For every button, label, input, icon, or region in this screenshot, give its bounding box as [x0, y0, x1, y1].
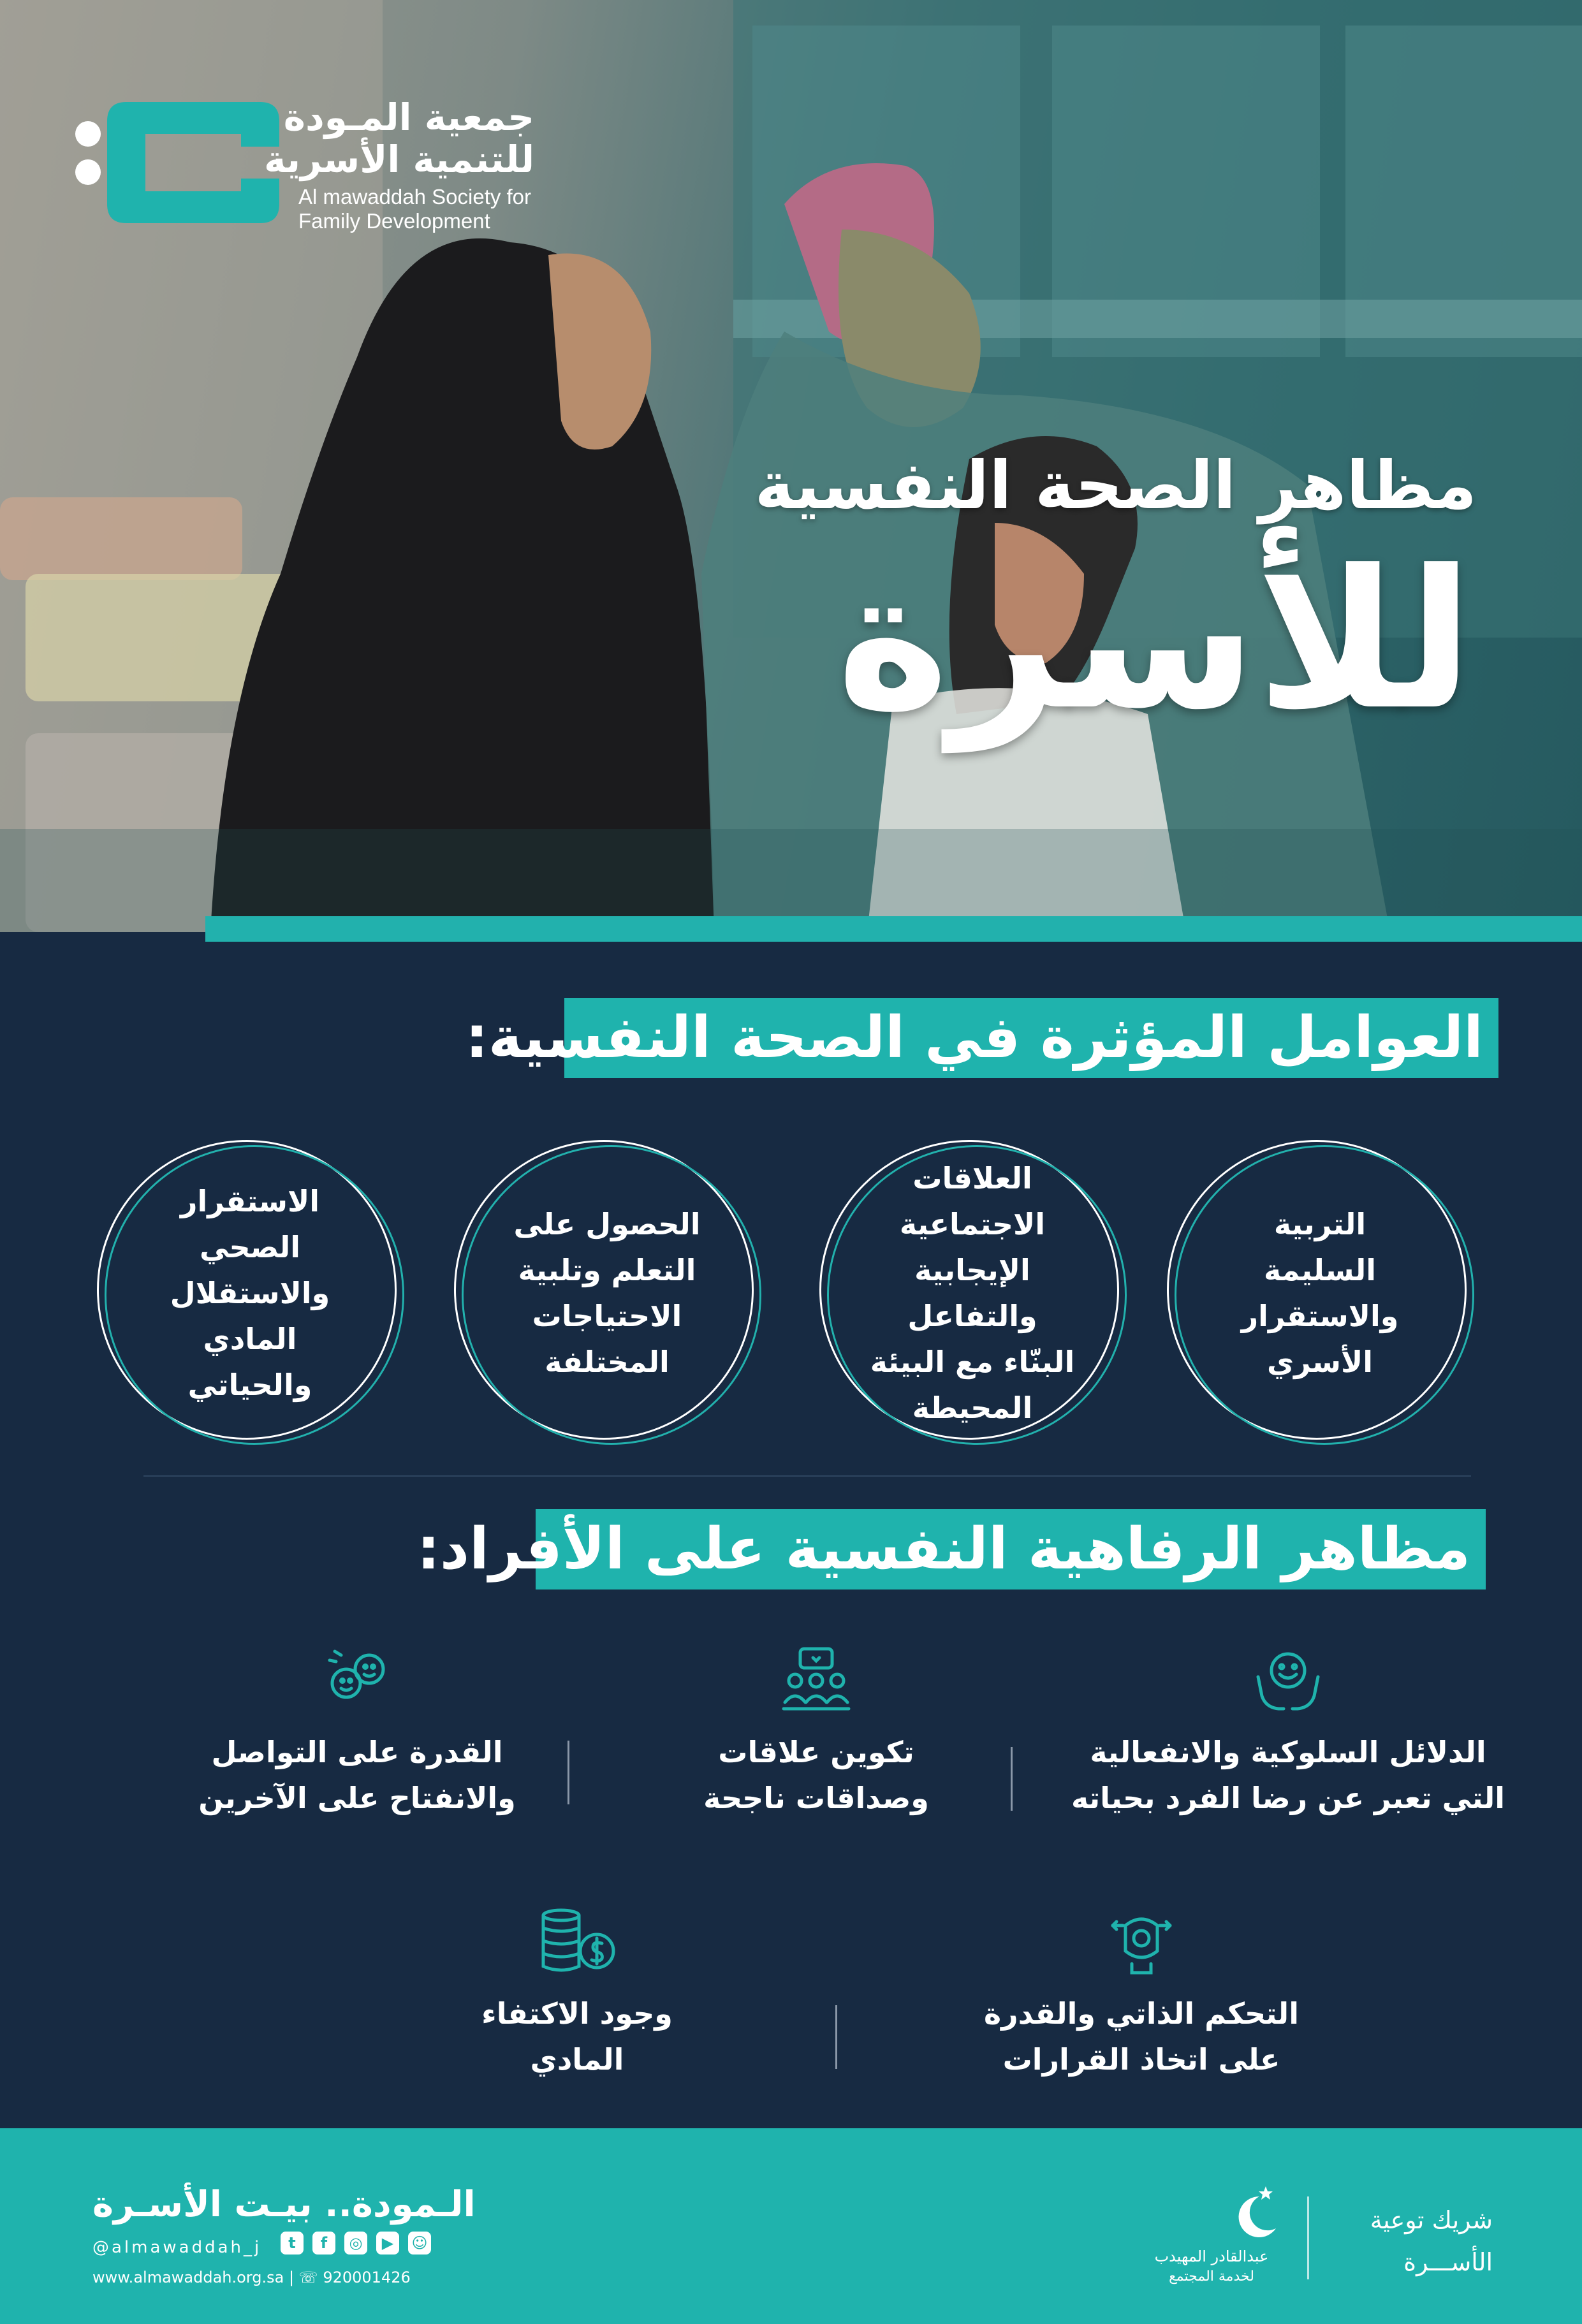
happy-hands-icon — [1253, 1645, 1323, 1715]
wellbeing-label: القدرة على التواصل والانفتاح على الآخرين — [198, 1735, 516, 1815]
footer-bar — [0, 2128, 1582, 2324]
wellbeing-label: وجود الاكتفاء المادي — [481, 1996, 673, 2077]
twitter-icon[interactable]: t — [281, 2232, 304, 2255]
social-handle[interactable]: @almawaddah_j — [92, 2238, 262, 2257]
youtube-icon[interactable]: ▶ — [376, 2232, 399, 2255]
item-separator — [835, 2005, 837, 2069]
factor-circle-1 — [1167, 1140, 1473, 1446]
group-chat-icon — [781, 1645, 851, 1715]
footer-contact — [92, 2269, 411, 2286]
factor-label: العلاقات الاجتماعية الإيجابية والتفاعل البنّاء مع البيئة المحيطة — [870, 1161, 1075, 1425]
wellbeing-label: التحكم الذاتي والقدرة على اتخاذ القرارات — [984, 1996, 1299, 2077]
snapchat-icon[interactable]: ☺ — [408, 2232, 431, 2255]
hero-title: للأسرة — [836, 529, 1474, 752]
footer-separator — [1307, 2196, 1309, 2279]
wellbeing-item-4 — [912, 1906, 1371, 2082]
factor-label: التربية السليمة والاستقرار الأسري — [1241, 1207, 1399, 1379]
wellbeing-item-2 — [650, 1645, 982, 1821]
awareness-partner-line1: شريك توعية — [1370, 2206, 1493, 2234]
wellbeing-item-1 — [1046, 1645, 1530, 1821]
factors-heading: العوامل المؤثرة في الصحة النفسية: — [564, 998, 1498, 1078]
factor-label: الحصول على التعلم وتلبية الاحتياجات المختلفة — [513, 1207, 701, 1379]
partner-org-tagline: لخدمة المجتمع — [1169, 2269, 1254, 2284]
wellbeing-label: الدلائل السلوكية والانفعالية التي تعبر عن رضا الفرد بحياته — [1071, 1735, 1505, 1815]
contact-separator: | ☏ — [288, 2269, 323, 2286]
social-icons — [281, 2232, 431, 2255]
wellbeing-item-5 — [434, 1906, 721, 2082]
hero-banner — [0, 0, 1582, 932]
coins-icon — [536, 1906, 619, 1977]
self-control-icon — [1106, 1906, 1176, 1977]
item-separator — [568, 1741, 569, 1804]
teal-accent-strip — [205, 916, 1582, 942]
website-link[interactable]: www.almawaddah.org.sa — [92, 2269, 284, 2286]
logo-name-english-line2: Family Development — [298, 209, 490, 233]
wellbeing-item-3 — [179, 1645, 536, 1821]
section-divider — [143, 1475, 1471, 1477]
hero-subtitle: مظاهر الصحة النفسية — [754, 446, 1477, 524]
factor-label: الاستقرار الصحي والاستقلال المادي والحياتي — [170, 1184, 330, 1402]
partner-org-name: عبدالقادر المهيدب — [1154, 2247, 1269, 2265]
factor-circle-3 — [454, 1140, 760, 1446]
wellbeing-heading: مظاهر الرفاهية النفسية على الأفراد: — [536, 1509, 1486, 1590]
wellbeing-label: تكوين علاقات وصداقات ناجحة — [703, 1735, 929, 1815]
logo-name-english-line1: Al mawaddah Society for — [298, 185, 532, 208]
crescent-logo-icon — [1234, 2184, 1278, 2241]
logo-name-arabic-line2: للتنمية الأسرية — [264, 138, 534, 181]
organization-logo — [50, 96, 534, 242]
logo-name-arabic-line1: جمعية المـودة — [283, 96, 534, 139]
item-separator — [1011, 1747, 1013, 1811]
phone-number[interactable]: 920001426 — [323, 2269, 411, 2286]
footer-slogan: الـمودة.. بيـت الأسـرة — [92, 2184, 476, 2225]
factor-circle-4 — [97, 1140, 403, 1446]
instagram-icon[interactable]: ◎ — [344, 2232, 367, 2255]
people-communication-icon — [322, 1645, 392, 1715]
facebook-icon[interactable]: f — [312, 2232, 335, 2255]
awareness-partner-line2: الأســـرة — [1403, 2248, 1493, 2276]
factor-circle-2 — [819, 1140, 1125, 1446]
